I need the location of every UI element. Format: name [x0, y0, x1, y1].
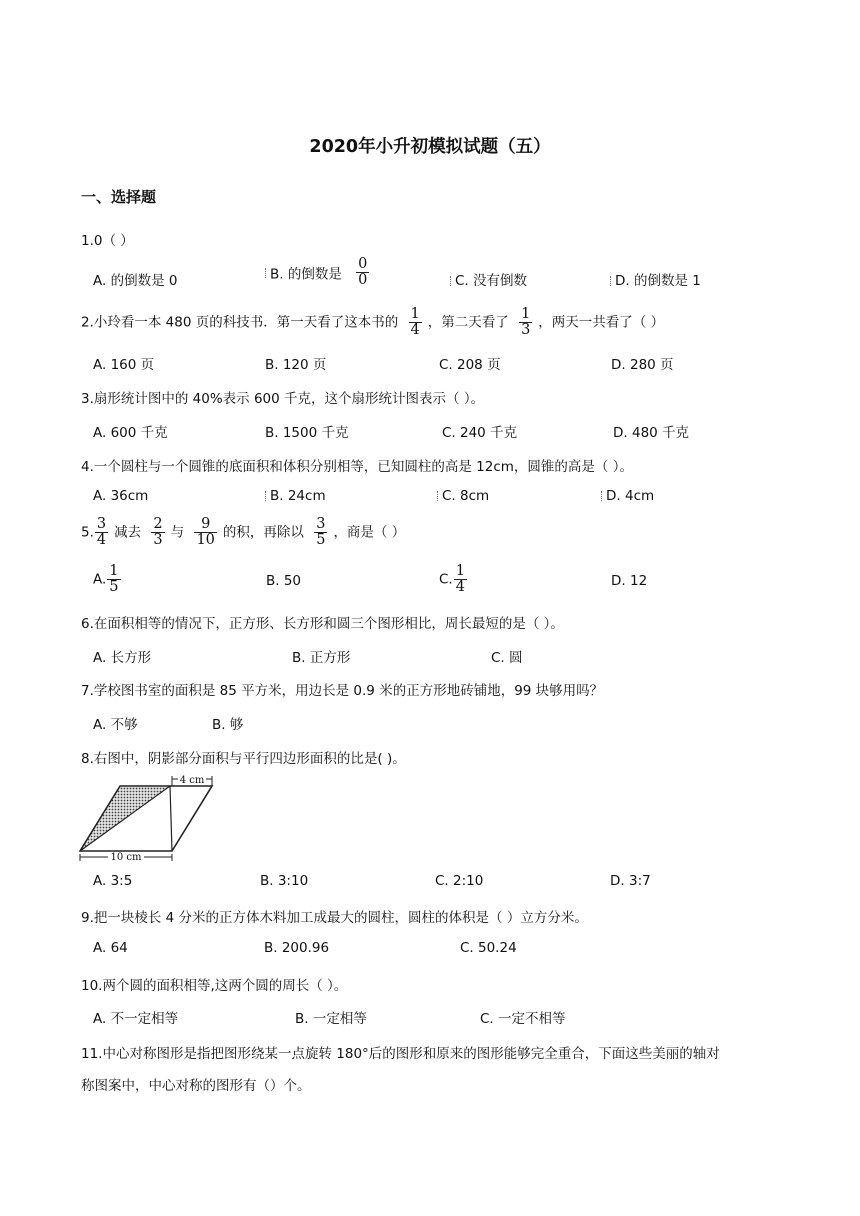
q2-option-d[interactable]: D. 280 页	[611, 357, 674, 373]
figure-bottom-label: 10 cm	[110, 852, 142, 862]
question-8: 8.右图中，阴影部分面积与平行四边形面积的比是( )。	[81, 751, 406, 767]
q5-option-b[interactable]: B. 50	[266, 573, 302, 589]
fraction: $\frac{0}{0}$	[358, 256, 368, 289]
fraction: $\frac{1}{3}$	[521, 306, 531, 339]
q4-option-c-label: C. 8cm	[442, 488, 490, 504]
q5-text-4: ，商是（ ）	[333, 524, 406, 541]
q4-option-a[interactable]: A. 36cm	[93, 488, 149, 504]
section-heading: 一、选择题	[81, 188, 157, 206]
q1-option-b-label: B. 的倒数是	[270, 266, 342, 283]
fraction: $\frac{3}{4}$	[96, 516, 107, 549]
q1-option-c-label: C. 没有倒数	[455, 273, 528, 289]
q1-option-c[interactable]	[450, 269, 527, 289]
question-7: 7.学校图书室的面积是 85 平方米，用边长是 0.9 米的正方形地砖铺地，99 块够用吗？	[81, 683, 604, 699]
q3-option-c[interactable]: C. 240 千克	[442, 425, 518, 441]
q4-option-d[interactable]	[601, 488, 654, 504]
tick-mark	[610, 276, 614, 286]
fraction: $\frac{9}{10}$	[196, 516, 215, 549]
q5-number: 5.	[81, 524, 94, 541]
q2-text-1: 2.小玲看一本 480 页的科技书．第一天看了这本书的	[81, 314, 399, 331]
q2-option-c[interactable]: C. 208 页	[439, 357, 501, 373]
fraction: $\frac{1}{4}$	[410, 306, 420, 339]
q1-option-b[interactable]	[265, 257, 375, 288]
q8-option-d[interactable]: D. 3:7	[610, 873, 651, 889]
q5-text-2: 与	[170, 524, 185, 541]
q8-option-a[interactable]: A. 3:5	[93, 873, 133, 889]
q2-option-b[interactable]: B. 120 页	[265, 357, 327, 373]
tick-mark	[437, 491, 441, 501]
q2-option-a[interactable]: A. 160 页	[93, 357, 155, 373]
q6-option-c[interactable]: C. 圆	[491, 650, 523, 666]
q3-option-a[interactable]: A. 600 千克	[93, 425, 168, 441]
q7-option-b[interactable]: B. 够	[212, 717, 244, 733]
q3-option-d[interactable]: D. 480 千克	[613, 425, 690, 441]
q5-option-c[interactable]	[439, 564, 473, 595]
tick-mark	[601, 491, 605, 501]
q5-option-c-label: C.	[439, 571, 453, 588]
q5-option-a[interactable]	[93, 564, 127, 595]
parallelogram-figure	[78, 772, 218, 862]
question-1: 1.0（ ）	[81, 233, 134, 249]
question-5	[81, 517, 405, 548]
fraction: $\frac{1}{4}$	[455, 563, 465, 596]
question-9: 9.把一块棱长 4 分米的正方体木料加工成最大的圆柱，圆柱的体积是（ ）立方分米。	[81, 910, 588, 926]
fraction: $\frac{2}{3}$	[153, 516, 163, 549]
q6-option-b[interactable]: B. 正方形	[292, 650, 351, 666]
figure-top-label: 4 cm	[179, 775, 205, 786]
question-2	[81, 307, 664, 338]
tick-mark	[450, 276, 454, 286]
question-11-line-2: 称图案中，中心对称的图形有（）个。	[81, 1078, 311, 1094]
q10-option-b[interactable]: B. 一定相等	[295, 1011, 367, 1027]
fraction: $\frac{3}{5}$	[316, 516, 326, 549]
q9-option-b[interactable]: B. 200.96	[264, 940, 330, 956]
tick-mark	[265, 268, 269, 278]
q4-option-c[interactable]	[437, 488, 489, 504]
q9-option-c[interactable]: C. 50.24	[460, 940, 517, 956]
q2-text-3: ，两天一共看了（ ）	[538, 314, 665, 331]
q5-option-d[interactable]: D. 12	[611, 573, 648, 589]
q6-option-a[interactable]: A. 长方形	[93, 650, 152, 666]
q2-text-2: ，第二天看了	[427, 314, 509, 331]
question-3: 3.扇形统计图中的 40%表示 600 千克，这个扇形统计图表示（ ）。	[81, 391, 485, 407]
fraction: $\frac{1}{5}$	[109, 563, 119, 596]
q4-option-b[interactable]	[265, 488, 326, 504]
question-4: 4.一个圆柱与一个圆锥的底面积和体积分别相等，已知圆柱的高是 12cm，圆锥的高是（ ）。	[81, 459, 633, 475]
q10-option-c[interactable]: C. 一定不相等	[480, 1011, 566, 1027]
page-title: 2020年小升初模拟试题（五）	[309, 137, 551, 157]
q10-option-a[interactable]: A. 不一定相等	[93, 1011, 179, 1027]
q9-option-a[interactable]: A. 64	[93, 940, 128, 956]
q5-option-a-label: A.	[93, 571, 107, 588]
q8-option-b[interactable]: B. 3:10	[260, 873, 309, 889]
question-6: 6.在面积相等的情况下，正方形、长方形和圆三个图形相比，周长最短的是（ ）。	[81, 616, 564, 632]
q3-option-b[interactable]: B. 1500 千克	[265, 425, 349, 441]
tick-mark	[265, 491, 269, 501]
q1-option-a[interactable]: A. 的倒数是 0	[93, 273, 178, 289]
question-11-line-1: 11.中心对称图形是指把图形绕某一点旋转 180°后的图形和原来的图形能够完全重合，下面这些美丽的轴对	[81, 1046, 720, 1062]
q4-option-b-label: B. 24cm	[270, 488, 326, 504]
q5-text-1: 减去	[114, 524, 142, 541]
q7-option-a[interactable]: A. 不够	[93, 717, 138, 733]
q8-option-c[interactable]: C. 2:10	[435, 873, 484, 889]
q4-option-d-label: D. 4cm	[606, 488, 655, 504]
q5-text-3: 的积，再除以	[222, 524, 304, 541]
q1-option-d-label: D. 的倒数是 1	[615, 273, 701, 289]
question-10: 10.两个圆的面积相等,这两个圆的周长（ ）。	[81, 978, 348, 994]
q1-option-d[interactable]	[610, 269, 701, 289]
